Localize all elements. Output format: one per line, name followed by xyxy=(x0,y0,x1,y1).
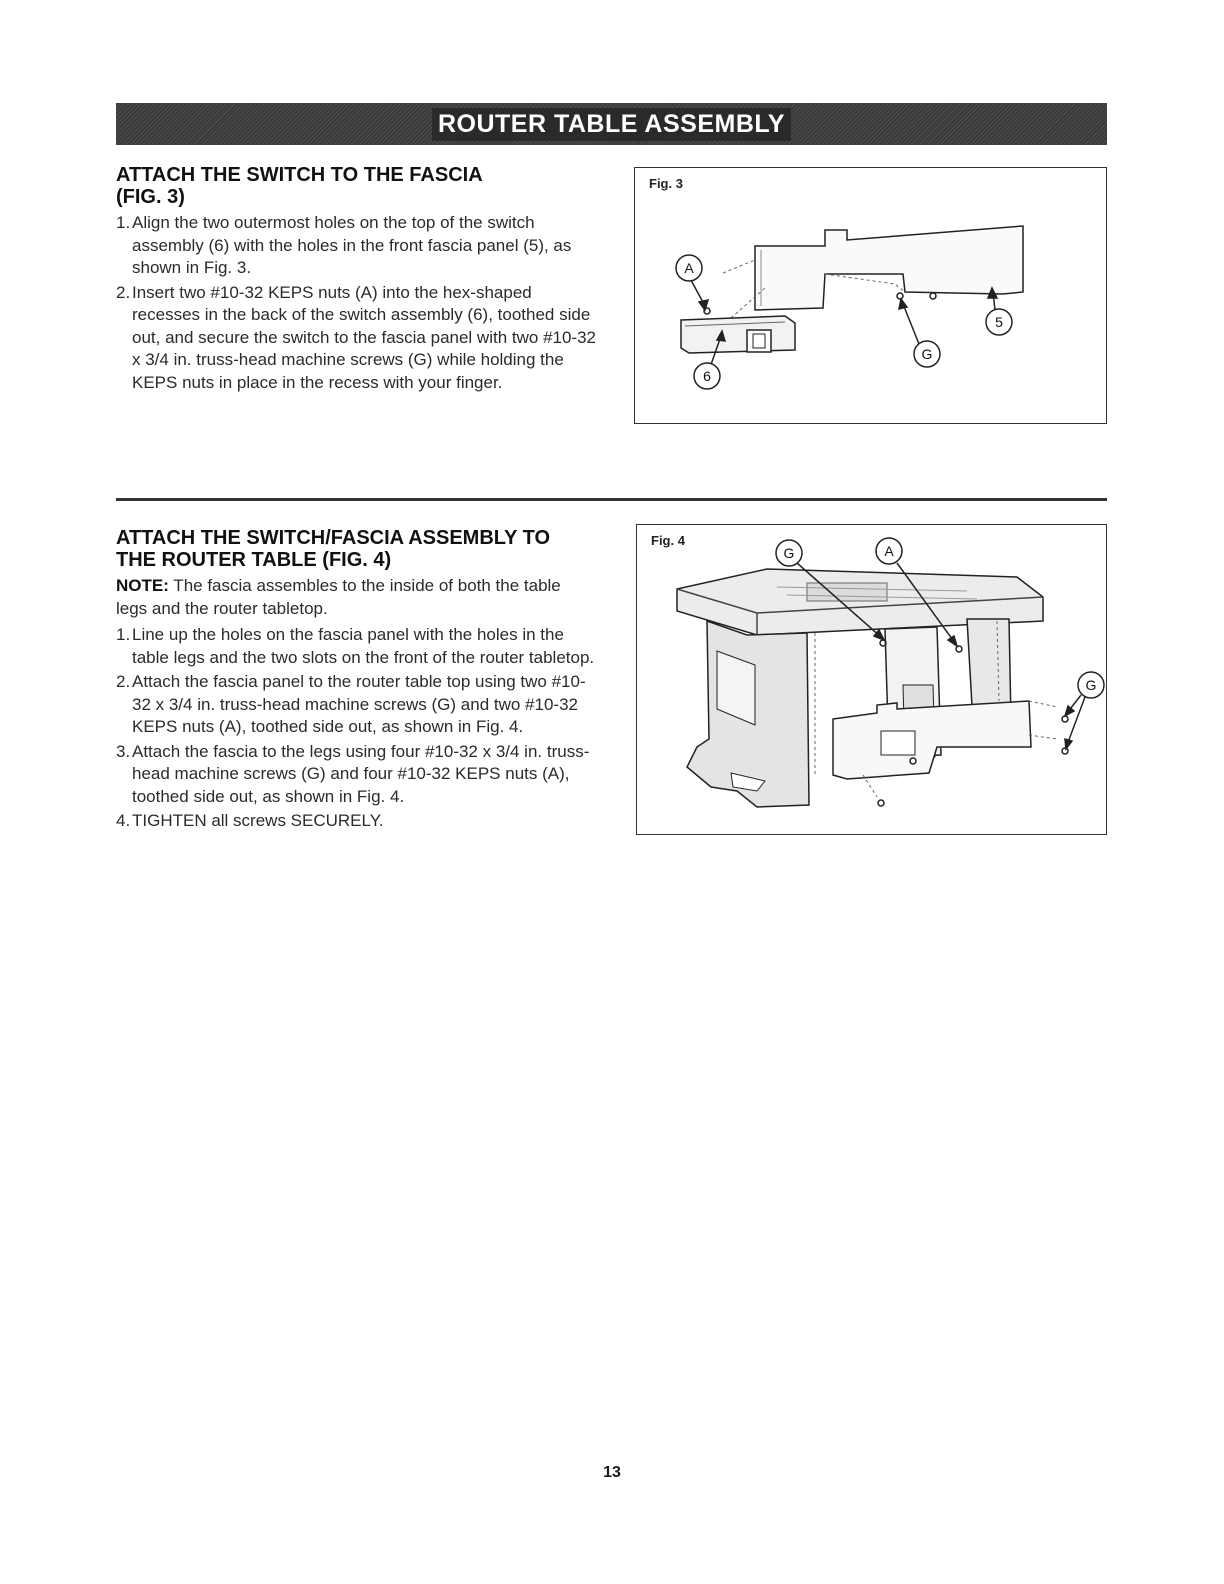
section-banner xyxy=(116,103,1107,145)
section-attach-fascia xyxy=(116,527,596,835)
note-label: NOTE: xyxy=(116,576,169,595)
step-number: 3. xyxy=(116,741,131,761)
step-text: Align the two outermost holes on the top of the switch assembly (6) with the holes in the front fascia panel (5), as shown in Fig. 3. xyxy=(132,213,572,277)
step-number: 4. xyxy=(116,811,131,830)
note-text: The fascia assembles to the inside of both the table legs and the router tabletop. xyxy=(116,576,561,618)
section-divider xyxy=(116,498,1107,501)
step-list xyxy=(116,624,596,833)
callout-5: 5 xyxy=(995,314,1003,330)
figure-label: Fig. 4 xyxy=(651,533,685,548)
heading-line-1: ATTACH THE SWITCH/FASCIA ASSEMBLY TO xyxy=(116,527,551,549)
step-text: Attach the fascia panel to the router table top using two #10-32 x 3/4 in. truss-head machine screws (G) and two #10-32 KEPS nuts (A), toothed side out, as shown in Fig. 4. xyxy=(132,672,586,736)
callout-g: G xyxy=(921,346,933,362)
step-number: 1. xyxy=(116,625,131,644)
step-item xyxy=(116,671,596,739)
step-item xyxy=(116,212,596,280)
step-item xyxy=(116,282,596,395)
page-number: 13 xyxy=(603,1464,621,1481)
step-number: 1. xyxy=(116,213,131,232)
section-attach-switch xyxy=(116,164,596,396)
callout-6: 6 xyxy=(703,368,711,384)
banner-title: ROUTER TABLE ASSEMBLY xyxy=(432,108,791,141)
fig3-illustration xyxy=(635,168,1108,425)
figure-label: Fig. 3 xyxy=(649,176,683,191)
section-heading xyxy=(116,164,596,208)
step-text: Line up the holes on the fascia panel with the holes in the table legs and the two slots on the front of the router tabletop. xyxy=(132,625,595,667)
section-heading xyxy=(116,527,596,571)
step-number: 2. xyxy=(116,282,131,302)
step-number: 2. xyxy=(116,672,131,691)
step-text: Insert two #10-32 KEPS nuts (A) into the hex-shaped recesses in the back of the switch assembly (6), toothed side out, and secure the switch to the fascia panel with two #10-32 x 3/4 in. truss-head machine screws (G) while holding the KEPS nuts in place in the recess with your finger. xyxy=(132,282,596,392)
heading-line-1: ATTACH THE SWITCH TO THE FASCIA xyxy=(116,164,483,186)
step-text: TIGHTEN all screws SECURELY. xyxy=(132,811,384,830)
step-text: Attach the fascia to the legs using four #10-32 x 3/4 in. truss-head machine screws (G) and four #10-32 KEPS nuts (A), toothed side out, as shown in Fig. 4. xyxy=(132,741,590,806)
step-item xyxy=(116,624,596,669)
callout-a: A xyxy=(684,260,694,276)
step-item xyxy=(116,741,596,809)
step-list xyxy=(116,212,596,394)
step-item xyxy=(116,810,596,833)
fig4-illustration xyxy=(637,525,1108,836)
heading-line-2: (FIG. 3) xyxy=(116,186,185,208)
heading-line-2: THE ROUTER TABLE (FIG. 4) xyxy=(116,549,392,571)
note-paragraph xyxy=(116,575,596,620)
callout-g-right: G xyxy=(1085,677,1097,693)
callout-g-top: G xyxy=(783,545,795,561)
figure-3 xyxy=(634,167,1107,424)
figure-4 xyxy=(636,524,1107,835)
callout-a-top: A xyxy=(884,543,894,559)
